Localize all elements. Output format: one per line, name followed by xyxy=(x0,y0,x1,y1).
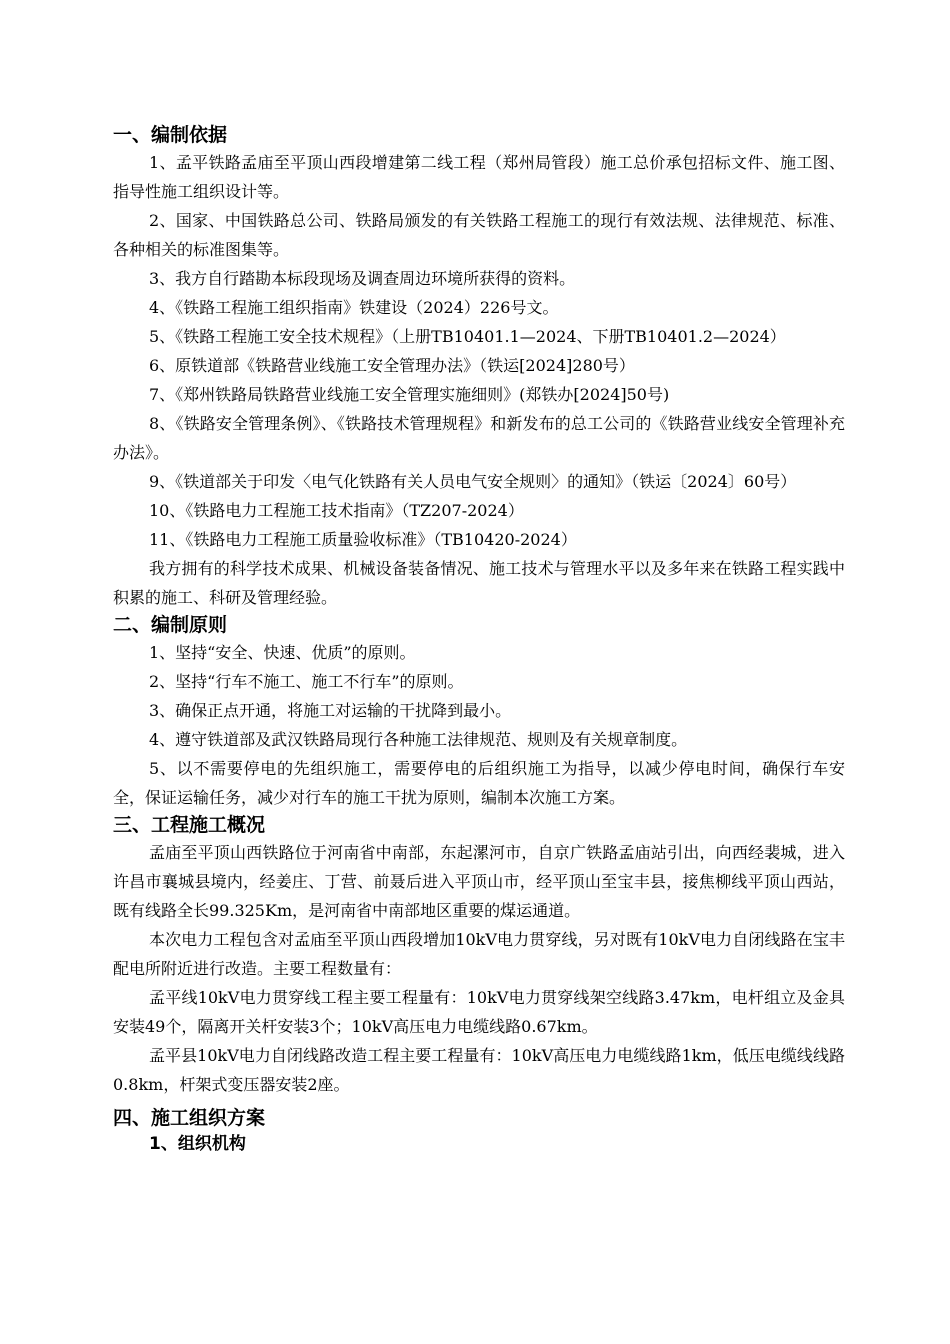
overview-paragraph-1: 孟庙至平顶山西铁路位于河南省中南部，东起漯河市，自京广铁路孟庙站引出，向西经裴城，进入许昌市襄城县境内，经姜庄、丁营、前聂后进入平顶山市，经平顶山至宝丰县，接焦柳线平顶山西站，既有线路全长99.325Km，是河南省中南部地区重要的煤运通道。 xyxy=(113,843,845,920)
basis-item-10: 10、《铁路电力工程施工技术指南》（TZ207-2024） xyxy=(149,501,524,520)
basis-item-6: 6、原铁道部《铁路营业线施工安全管理办法》（铁运[2024]280号） xyxy=(149,356,635,375)
overview-paragraph-2: 本次电力工程包含对孟庙至平顶山西段增加10kV电力贯穿线，另对既有10kV电力自闭线路在宝丰配电所附近进行改造。主要工程数量有： xyxy=(113,930,845,978)
basis-item-2: 2、国家、中国铁路总公司、铁路局颁发的有关铁路工程施工的现行有效法规、法律规范、标准、各种相关的标准图集等。 xyxy=(113,211,845,259)
section-heading-principles: 二、编制原则 xyxy=(113,614,228,636)
overview-paragraph-4: 孟平县10kV电力自闭线路改造工程主要工程量有：10kV高压电力电缆线路1km，低压电缆线线路0.8km，杆架式变压器安装2座。 xyxy=(113,1046,845,1094)
principle-item-3: 3、确保正点开通，将施工对运输的干扰降到最小。 xyxy=(149,701,512,720)
basis-item-9: 9、《铁道部关于印发〈电气化铁路有关人员电气安全规则〉的通知》（铁运〔2024〕60号） xyxy=(149,472,797,491)
basis-item-8: 8、《铁路安全管理条例》、《铁路技术管理规程》和新发布的总工公司的《铁路营业线安全管理补充办法》。 xyxy=(113,414,845,462)
subsection-heading-structure: 1、组织机构 xyxy=(149,1134,246,1154)
basis-item-experience: 我方拥有的科学技术成果、机械设备装备情况、施工技术与管理水平以及多年来在铁路工程实践中积累的施工、科研及管理经验。 xyxy=(113,559,845,607)
basis-item-1: 1、孟平铁路孟庙至平顶山西段增建第二线工程（郑州局管段）施工总价承包招标文件、施工图、指导性施工组织设计等。 xyxy=(113,153,845,201)
basis-item-7: 7、《郑州铁路局铁路营业线施工安全管理实施细则》(郑铁办[2024]50号) xyxy=(149,385,670,404)
document-page xyxy=(113,122,845,1157)
section-heading-organization: 四、施工组织方案 xyxy=(113,1107,266,1129)
principle-item-5: 5、以不需要停电的先组织施工，需要停电的后组织施工为指导，以减少停电时间，确保行车安全，保证运输任务，减少对行车的施工干扰为原则，编制本次施工方案。 xyxy=(113,759,845,807)
section-heading-basis: 一、编制依据 xyxy=(113,124,228,146)
basis-item-11: 11、《铁路电力工程施工质量验收标准》（TB10420-2024） xyxy=(149,530,577,549)
basis-item-3: 3、我方自行踏勘本标段现场及调查周边环境所获得的资料。 xyxy=(149,269,576,288)
principle-item-4: 4、遵守铁道部及武汉铁路局现行各种施工法律规范、规则及有关规章制度。 xyxy=(149,730,688,749)
basis-item-5: 5、《铁路工程施工安全技术规程》（上册TB10401.1—2024、下册TB10401.2—2024） xyxy=(149,327,786,346)
section-heading-overview: 三、工程施工概况 xyxy=(113,814,266,836)
basis-item-4: 4、《铁路工程施工组织指南》铁建设（2024）226号文。 xyxy=(149,298,559,317)
principle-item-2: 2、坚持“行车不施工、施工不行车”的原则。 xyxy=(149,672,464,691)
overview-paragraph-3: 孟平线10kV电力贯穿线工程主要工程量有：10kV电力贯穿线架空线路3.47km，电杆组立及金具安装49个，隔离开关杆安装3个；10kV高压电力电缆线路0.67km。 xyxy=(113,988,845,1036)
principle-item-1: 1、坚持“安全、快速、优质”的原则。 xyxy=(149,643,416,662)
